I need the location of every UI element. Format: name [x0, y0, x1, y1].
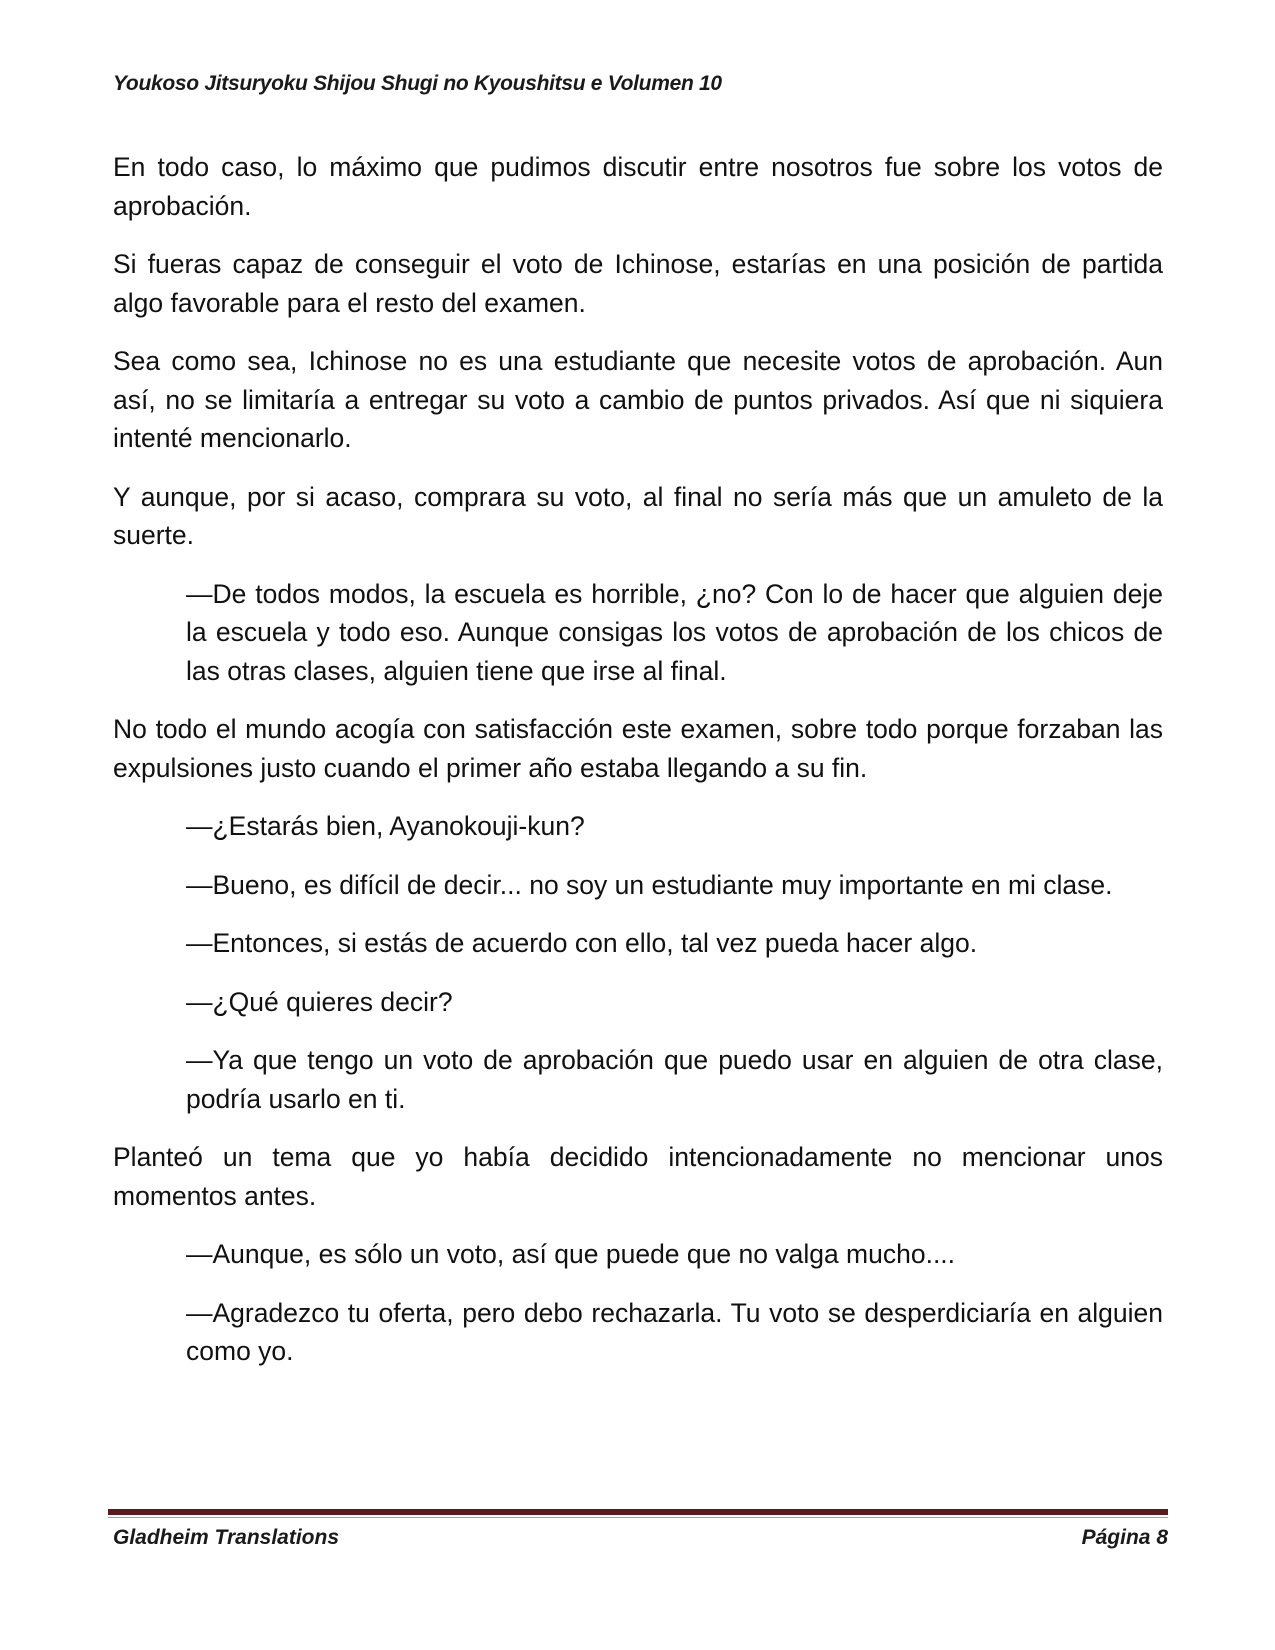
paragraph: Y aunque, por si acaso, comprara su voto, al final no sería más que un amuleto de la suerte.: [113, 481, 1163, 550]
dialogue-line: —Bueno, es difícil de decir... no soy un estudiante muy importante en mi clase.: [186, 869, 1113, 900]
footer-credit: Gladheim Translations: [113, 1526, 340, 1549]
page-number: Página 8: [1081, 1526, 1168, 1549]
footer-divider: [108, 1509, 1168, 1515]
dialogue-line: —Ya que tengo un voto de aprobación que puedo usar en alguien de otra clase, podría usarlo en ti.: [186, 1045, 1163, 1114]
dialogue-line: —¿Qué quieres decir?: [186, 986, 453, 1017]
dialogue-line: —Entonces, si estás de acuerdo con ello, tal vez pueda hacer algo.: [186, 928, 978, 958]
dialogue-line: —Agradezco tu oferta, pero debo rechazarla. Tu voto se desperdiciaría en alguien como yo.: [186, 1297, 1163, 1366]
paragraph: Sea como sea, Ichinose no es una estudiante que necesite votos de aprobación. Aun así, no se limitaría a entregar su voto a cambio de puntos privados. Así que ni siquiera intenté mencionarlo.: [113, 346, 1163, 453]
paragraph: Si fueras capaz de conseguir el voto de Ichinose, estarías en una posición de partida algo favorable para el resto del examen.: [113, 249, 1163, 318]
dialogue-line: —Aunque, es sólo un voto, así que puede que no valga mucho....: [186, 1239, 956, 1269]
page-body: [113, 148, 1163, 1391]
paragraph: Planteó un tema que yo había decidido intencionadamente no mencionar unos momentos antes.: [113, 1142, 1163, 1211]
paragraph: No todo el mundo acogía con satisfacción este examen, sobre todo porque forzaban las expulsiones justo cuando el primer año estaba llegando a su fin.: [113, 714, 1163, 783]
dialogue-line: —De todos modos, la escuela es horrible, ¿no? Con lo de hacer que alguien deje la escuela y todo eso. Aunque consigas los votos de aprobación de los chicos de las otras clases, alguien tiene que irse al final.: [186, 578, 1163, 686]
running-header: Youkoso Jitsuryoku Shijou Shugi no Kyoushitsu e Volumen 10: [113, 72, 722, 95]
dialogue-line: —¿Estarás bien, Ayanokouji-kun?: [186, 811, 585, 841]
paragraph: En todo caso, lo máximo que pudimos discutir entre nosotros fue sobre los votos de aprobación.: [113, 152, 1163, 221]
